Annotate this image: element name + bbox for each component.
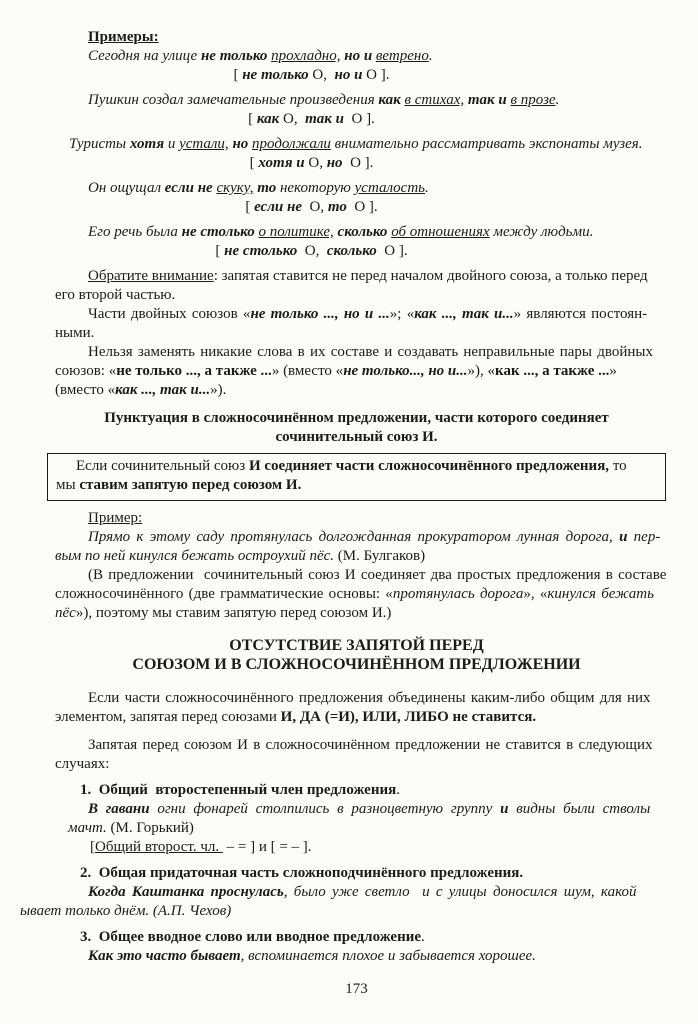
list-item-line xyxy=(88,947,658,966)
list-item-3 xyxy=(55,928,658,966)
example-block-1 xyxy=(55,47,658,85)
text-run: »). xyxy=(210,382,227,398)
text-run: O ]. xyxy=(346,199,378,215)
paragraph-line xyxy=(55,381,658,400)
text-run: ывает только днём. (А.П. Чехов) xyxy=(20,903,232,919)
page-number: 173 xyxy=(345,981,368,997)
text-run: 1. xyxy=(80,782,92,798)
text-run: O, xyxy=(308,67,335,83)
text-run: так и xyxy=(305,111,344,127)
example-scheme xyxy=(55,198,568,217)
paragraph-line xyxy=(55,604,658,623)
text-run: O, xyxy=(304,155,327,171)
text-run: ставим запятую перед союзом И. xyxy=(79,477,302,493)
text-run: не только xyxy=(242,67,309,83)
primer-label xyxy=(55,509,658,528)
text-run: Если сочинительный союз xyxy=(76,458,249,474)
text-run: и xyxy=(500,801,509,817)
list-item-title xyxy=(80,928,658,947)
example-block-4 xyxy=(55,179,658,217)
paragraph-line xyxy=(55,343,658,362)
text-run: сколько xyxy=(326,243,377,259)
paragraph-line xyxy=(55,755,658,774)
text-run: O ]. xyxy=(362,67,390,83)
example-sentence xyxy=(55,179,658,198)
text-run: . xyxy=(396,782,400,798)
text-run: если не xyxy=(164,180,217,196)
text-run: »), « xyxy=(467,363,496,379)
text-run: как ..., а также ... xyxy=(495,363,610,379)
text-run: между людьми. xyxy=(489,224,594,240)
text-run: Прямо к этому саду протянулась долгожданная прокуратором лунная дорога, xyxy=(88,529,613,545)
text-run: его второй частью. xyxy=(55,287,176,303)
text-run: как ..., так и... xyxy=(414,306,514,322)
text-run: Как это часто бывает xyxy=(88,948,241,964)
paragraph-line xyxy=(55,286,658,305)
text-run: о политике, xyxy=(258,224,334,240)
text-run: в прозе xyxy=(510,92,556,108)
text-run: , было уже светло и с улицы доносился шум, какой xyxy=(283,884,637,900)
list-item-title xyxy=(80,781,658,800)
text-run: пёс xyxy=(55,605,76,621)
text-run: если не xyxy=(254,199,302,215)
text-run: и xyxy=(167,136,180,152)
text-run: [ xyxy=(233,67,243,83)
text-run: . xyxy=(428,48,433,64)
examples-label xyxy=(55,28,658,47)
example-sentence xyxy=(55,223,658,242)
cases-paragraph xyxy=(55,736,658,774)
text-run: O, xyxy=(297,243,327,259)
paragraph-line xyxy=(55,708,658,727)
text-run: не только xyxy=(200,48,272,64)
text-run: кинулся бежать xyxy=(547,586,654,602)
text-run: . xyxy=(555,92,560,108)
text-run: Обратите внимание xyxy=(88,268,214,284)
text-run: пер- xyxy=(627,529,661,545)
text-run: и xyxy=(619,529,628,545)
examples-label-text: Примеры: xyxy=(88,29,159,45)
text-run: [ xyxy=(249,155,259,171)
text-run: »; « xyxy=(389,306,415,322)
text-run: [ xyxy=(245,199,255,215)
text-run: Когда Каштанка проснулась xyxy=(88,884,284,900)
text-run: как xyxy=(378,92,405,108)
text-run: вым по ней кинулся бежать остроухий пёс. xyxy=(55,548,335,564)
text-run: : запятая ставится не перед началом двойного союза, а только перед xyxy=(213,268,648,284)
paragraph-line xyxy=(55,547,658,566)
text-run: союзов: « xyxy=(55,363,117,379)
list-item-line xyxy=(88,883,658,902)
example-sentence xyxy=(55,135,658,154)
rule-line xyxy=(56,457,657,476)
list-item-line xyxy=(20,902,658,921)
text-run: скуку, xyxy=(216,180,254,196)
paragraph-line xyxy=(55,585,658,604)
primer-label-text: Пример: xyxy=(88,510,143,526)
text-run: И соединяет части сложносочинённого предложения, xyxy=(248,458,610,474)
list-item-scheme xyxy=(90,838,658,857)
text-run: сложносочинённого (две грамматические основы: « xyxy=(55,586,393,602)
text-run: не только..., но и... xyxy=(343,363,468,379)
text-run: ными. xyxy=(55,325,95,341)
paragraph-line xyxy=(55,324,658,343)
text-run: Общая придаточная часть сложноподчинённого предложения. xyxy=(98,865,524,881)
text-run: мачт. xyxy=(68,820,107,836)
text-run: хотя xyxy=(129,136,168,152)
text-run: Нельзя заменять никакие слова в их составе и создавать неправильные пары двойных xyxy=(88,344,653,360)
text-run: Общий второст. чл. xyxy=(95,839,223,855)
text-run: так и xyxy=(467,92,511,108)
text-run xyxy=(91,929,99,945)
text-run: Туристы xyxy=(69,136,130,152)
text-run: 2. xyxy=(80,865,92,881)
paragraph-line xyxy=(55,736,658,755)
text-run: ветрено xyxy=(375,48,429,64)
text-run xyxy=(91,865,99,881)
text-run: [ xyxy=(215,243,225,259)
note-paragraph-2 xyxy=(55,305,658,343)
text-run: но и xyxy=(334,67,363,83)
text-run: [ xyxy=(90,839,95,855)
note-paragraph-1 xyxy=(55,267,658,305)
text-run: . xyxy=(421,929,425,945)
text-run: Сегодня на улице xyxy=(88,48,201,64)
text-run: Его речь была xyxy=(88,224,182,240)
text-run: не только ..., но и ... xyxy=(250,306,390,322)
text-run: но и xyxy=(344,48,376,64)
text-run: некоторую xyxy=(279,180,355,196)
list-item-title xyxy=(80,864,658,883)
text-run: то xyxy=(257,180,280,196)
list-item-1 xyxy=(55,781,658,857)
text-run: внимательно рассматривать экспонаты музея. xyxy=(330,136,643,152)
text-run: но xyxy=(326,155,343,171)
text-run: Части двойных союзов « xyxy=(88,306,251,322)
paragraph-line xyxy=(55,267,658,286)
text-run: хотя и xyxy=(258,155,305,171)
example-scheme xyxy=(55,66,568,85)
text-run: продолжали xyxy=(252,136,331,152)
list-item-2 xyxy=(20,864,658,921)
text-run: Общее вводное слово или вводное предложение xyxy=(98,929,422,945)
text-run xyxy=(91,782,99,798)
text-run: то xyxy=(327,199,347,215)
text-run: » xyxy=(609,363,617,379)
text-run: [ xyxy=(248,111,257,127)
text-run: Если части сложносочинённого предложения объединены каким-либо общим для них xyxy=(88,690,651,706)
example-block-2 xyxy=(55,91,658,129)
text-run: O ]. xyxy=(376,243,408,259)
text-run: Общий второстепенный член предложения xyxy=(98,782,397,798)
text-run: как ..., так и... xyxy=(115,382,211,398)
heading-line: Пунктуация в сложносочинённом предложении, части которого соединяет xyxy=(104,410,609,426)
text-run: » являются постоян- xyxy=(513,306,648,322)
text-run: Запятая перед союзом И в сложносочинённом предложении не ставится в следующих xyxy=(88,737,653,753)
text-run: в стихах, xyxy=(404,92,465,108)
text-run: как xyxy=(256,111,280,127)
section-heading xyxy=(55,409,658,447)
text-run: – = ] и [ = – ]. xyxy=(222,839,312,855)
text-run: 3. xyxy=(80,929,92,945)
example-block-5 xyxy=(55,223,658,261)
text-run: (М. Горький) xyxy=(106,820,194,836)
list-item-line xyxy=(88,800,658,819)
text-run: Он ощущал xyxy=(88,180,165,196)
text-run: но xyxy=(232,136,253,152)
text-run: » (вместо « xyxy=(271,363,344,379)
text-run: элементом, запятая перед союзами xyxy=(55,709,281,725)
heading-line: сочинительный союз И. xyxy=(275,429,438,445)
text-run: (В предложении сочинительный союз И соединяет два простых предложения в составе xyxy=(88,567,667,583)
paragraph-line xyxy=(55,528,661,547)
list-item-line xyxy=(68,819,658,838)
text-run: O, xyxy=(302,199,328,215)
paragraph-line xyxy=(55,305,658,324)
text-run: видны были стволы xyxy=(508,801,651,817)
text-run: не только ..., а также ... xyxy=(116,363,272,379)
example-scheme xyxy=(55,110,568,129)
rule-box xyxy=(47,453,666,501)
paragraph-line xyxy=(55,689,658,708)
explanation-paragraph xyxy=(55,566,667,623)
text-run: не столько xyxy=(224,243,298,259)
text-run: сколько xyxy=(337,224,392,240)
text-run: (вместо « xyxy=(55,382,116,398)
text-run: устали, xyxy=(179,136,229,152)
paragraph-line xyxy=(55,566,667,585)
text-run: И, ДА (=И), ИЛИ, ЛИБО не ставится. xyxy=(280,709,537,725)
text-run: O ]. xyxy=(343,111,375,127)
text-run: , вспоминается плохое и забывается хорошее. xyxy=(240,948,536,964)
heading-line: ОТСУТСТВИЕ ЗАПЯТОЙ ПЕРЕД xyxy=(229,637,484,654)
text-run: протянулась дорога xyxy=(392,586,524,602)
example-scheme xyxy=(55,154,568,173)
text-run: прохладно, xyxy=(271,48,341,64)
text-run: », « xyxy=(523,586,548,602)
text-run: В гавани xyxy=(88,801,150,817)
paragraph-line xyxy=(55,362,658,381)
example-sentence xyxy=(55,47,658,66)
text-run: мы xyxy=(56,477,80,493)
text-run: об отношениях xyxy=(391,224,490,240)
text-run: усталость xyxy=(354,180,425,196)
bulgakov-example xyxy=(55,528,661,566)
text-run: »), поэтому мы ставим запятую перед союзом И.) xyxy=(75,605,392,621)
text-run: Пушкин создал замечательные произведения xyxy=(88,92,379,108)
heading-line: СОЮЗОМ И В СЛОЖНОСОЧИНЁННОМ ПРЕДЛОЖЕНИИ xyxy=(132,656,581,673)
common-element-paragraph xyxy=(55,689,658,727)
text-run: не столько xyxy=(181,224,259,240)
text-run: случаях: xyxy=(55,756,110,772)
chapter-heading xyxy=(55,636,658,674)
example-block-3 xyxy=(55,135,658,173)
rule-line xyxy=(56,476,657,495)
note-paragraph-3 xyxy=(55,343,658,400)
text-run: . xyxy=(425,180,429,196)
text-run: O, xyxy=(279,111,306,127)
example-sentence xyxy=(55,91,658,110)
example-scheme xyxy=(55,242,568,261)
text-run: O ]. xyxy=(342,155,374,171)
text-run: огни фонарей столпились в разноцветную группу xyxy=(149,801,501,817)
text-run: (М. Булгаков) xyxy=(334,548,426,564)
text-run: то xyxy=(609,458,627,474)
